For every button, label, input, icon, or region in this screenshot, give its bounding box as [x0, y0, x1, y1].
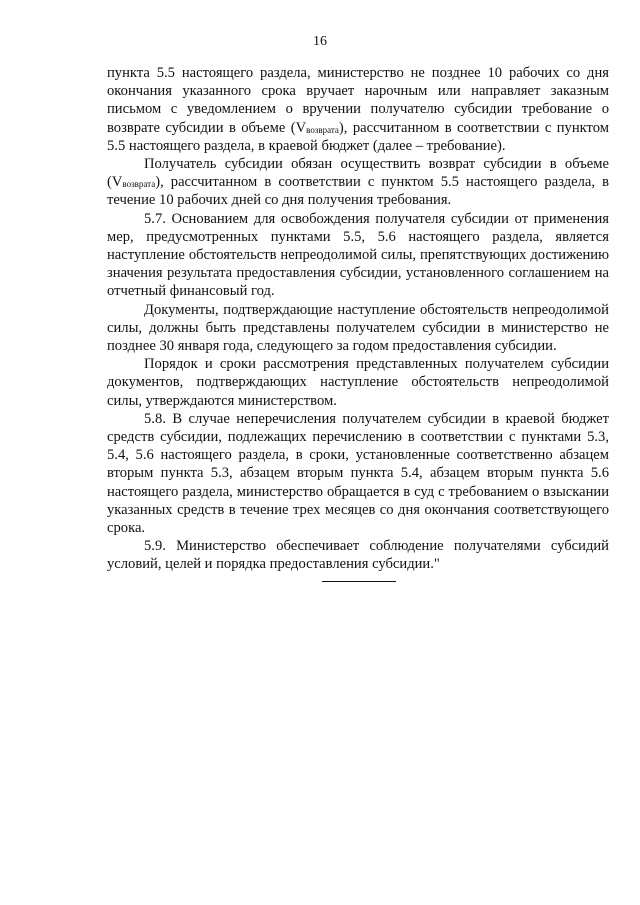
paragraph-p7: [107, 537, 609, 573]
text-segment: ), рассчитанном в соответствии с пунктом 5.5 настоящего раздела, в течение 10 рабочих дней со дня получения требования.: [107, 174, 609, 209]
paragraph-p5: [107, 355, 609, 410]
paragraph-p4: [107, 301, 609, 356]
text-segment: Документы, подтверждающие наступление обстоятельств непреодолимой силы, должны быть представлены получателем субсидии в министерство не позднее 30 января года, следующего за годом предоставления субсидии.: [107, 301, 609, 355]
document-body: [107, 64, 609, 574]
paragraph-p1: [107, 64, 609, 155]
end-of-text-rule: [322, 581, 396, 582]
text-segment: ), рассчитанном в соответствии с пунктом 5.5 настоящего раздела, в краевой бюджет (далее – требование).: [107, 119, 609, 154]
paragraph-p2: [107, 155, 609, 210]
text-segment: Получатель субсидии обязан осуществить возврат субсидии в объеме (V: [107, 156, 609, 191]
page-number: 16: [313, 34, 327, 49]
text-segment: 5.7. Основанием для освобождения получателя субсидии от применения мер, предусмотренных пунктами 5.5, 5.6 настоящего раздела, является наступление обстоятельств непреодолимой силы, препятствующих достижению значения результата предоставления субсидии, установленного соглашением на отчетный финансовый год.: [107, 210, 609, 300]
paragraph-p6: [107, 410, 609, 537]
subscript-vozvrata: возврата: [122, 179, 156, 190]
text-segment: 5.8. В случае неперечисления получателем субсидии в краевой бюджет средств субсидии, подлежащих перечислению в соответствии с пунктами 5.3, 5.4, 5.6 настоящего раздела, в сроки, установленные соответственно абзацем вторым пункта 5.3, абзацем вторым пункта 5.4, абзацем вторым пункта 5.6 настоящего раздела, министерство обращается в суд с требованием о взыскании указанных средств в течение трех месяцев со дня окончания соответствующего срока.: [107, 410, 609, 537]
paragraph-p3: [107, 210, 609, 301]
subscript-vozvrata: возврата: [306, 124, 339, 135]
text-segment: пункта 5.5 настоящего раздела, министерство не позднее 10 рабочих со дня окончания указанного срока вручает нарочным или направляет заказным письмом с уведомлением о вручении получателю субсидии требование о возврате субсидии в объеме (V: [107, 65, 609, 136]
text-segment: 5.9. Министерство обеспечивает соблюдение получателями субсидий условий, целей и порядка предоставления субсидии.": [107, 538, 609, 573]
text-segment: Порядок и сроки рассмотрения представленных получателем субсидии документов, подтверждающих наступление обстоятельств непреодолимой силы, утверждаются министерством.: [107, 356, 609, 409]
